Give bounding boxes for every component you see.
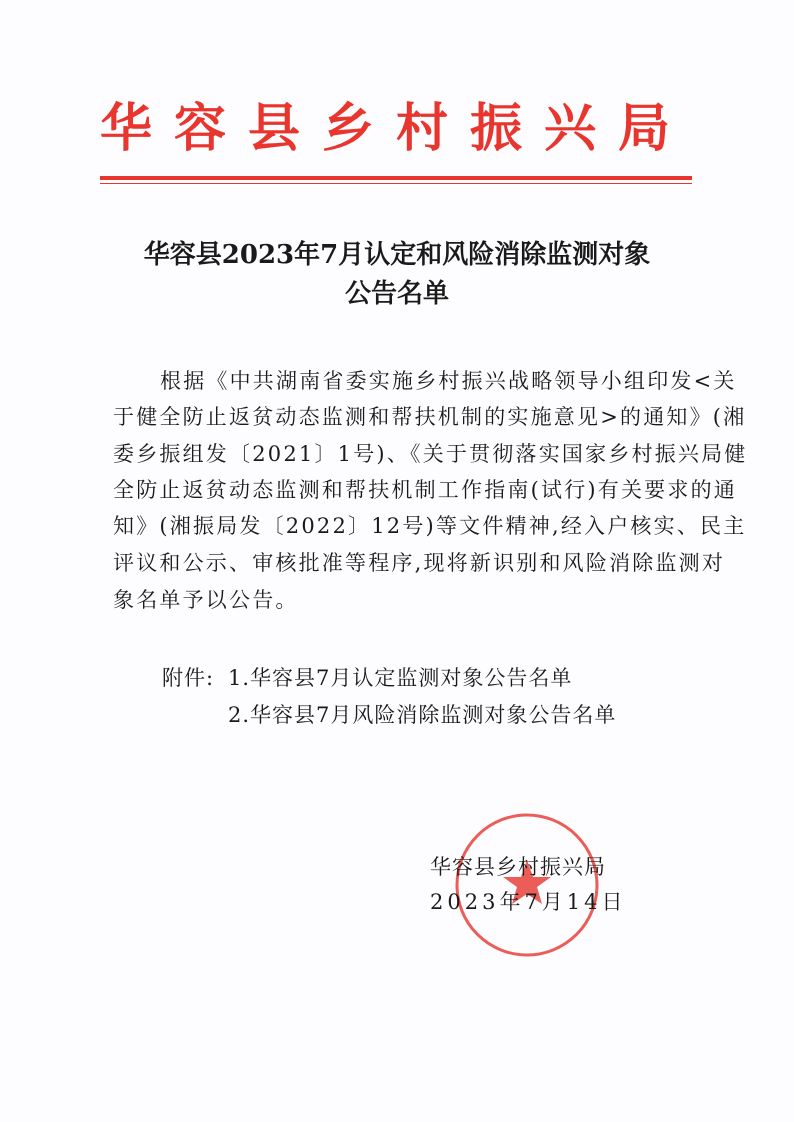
official-seal: [452, 805, 602, 965]
body-line: 委乡振组发〔2021〕1号)、《关于贯彻落实国家乡村振兴局健: [113, 442, 748, 466]
attachments-label-spacer: [162, 703, 228, 728]
body-line: 评议和公示、审核批准等程序,现将新识别和风险消除监测对: [113, 551, 726, 575]
document-title-line1: 华容县2023年7月认定和风险消除监测对象: [143, 240, 651, 270]
body-line: 全防止返贫动态监测和帮扶机制工作指南(试行)有关要求的通: [113, 478, 737, 502]
signature-date: 2023年7月14日: [430, 890, 627, 914]
attachment-row: [162, 666, 572, 691]
body-line: 根据《中共湖南省委实施乡村振兴战略领导小组印发<关: [160, 369, 737, 393]
document-title-line2: 公告名单: [344, 279, 449, 309]
body-line: 于健全防止返贫动态监测和帮扶机制的实施意见>的通知》(湘: [113, 405, 747, 429]
attachment-item: 2.华容县7月风险消除监测对象公告名单: [228, 703, 617, 727]
attachment-row: [162, 703, 616, 728]
letterhead-rule-thin: [100, 183, 692, 184]
body-line: 知》(湘振局发〔2022〕12号)等文件精神,经入户核实、民主: [113, 514, 747, 538]
body-line: 象名单予以公告。: [113, 588, 299, 612]
attachment-item: 1.华容县7月认定监测对象公告名单: [228, 666, 573, 690]
letterhead-org-name: 华容县乡村振兴局: [100, 99, 693, 159]
letterhead-rule: [100, 176, 692, 180]
attachments-label: 附件:: [162, 666, 215, 690]
signature-org: 华容县乡村振兴局: [430, 855, 606, 879]
